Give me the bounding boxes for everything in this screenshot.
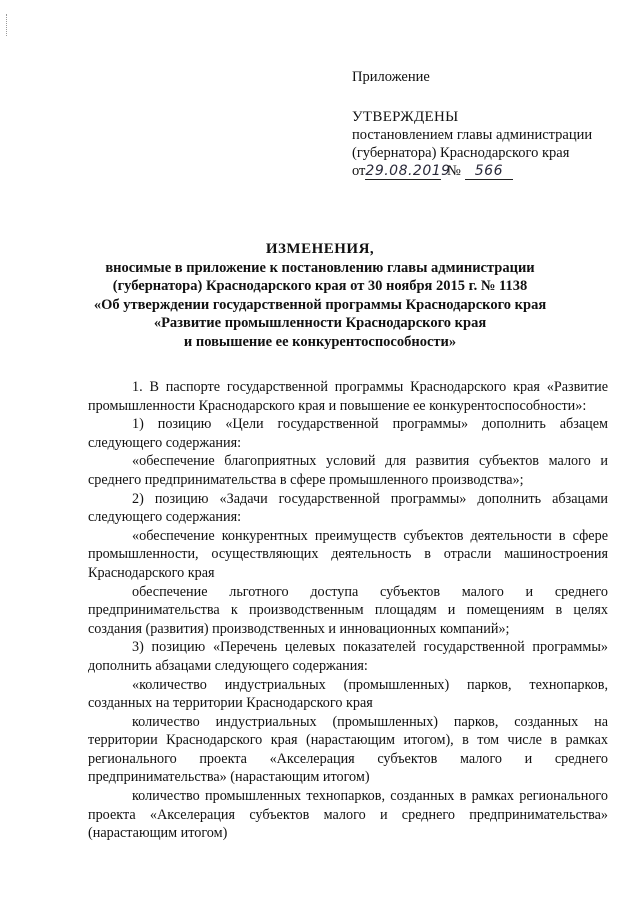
paragraph: количество промышленных технопарков, созданных в рамках регионального проекта «Акселерация субъектов малого и среднего предпринимательства» (нарастающим итогом) bbox=[88, 788, 608, 842]
scan-margin-mark bbox=[6, 14, 8, 36]
paragraph: количество индустриальных (промышленных) парков, созданных на территории Краснодарского края (нарастающим итогом), в том числе в рамках регионального проекта «Акселерация субъектов малого и среднего предпринимательства» (нарастающим итогом) bbox=[88, 713, 608, 786]
title-line-3: «Об утверждении государственной программы Краснодарского края bbox=[93, 296, 547, 313]
approved-by-line-2: (губернатора) Краснодарского края bbox=[352, 145, 570, 161]
annex-label: Приложение bbox=[352, 69, 430, 85]
approved-label: УТВЕРЖДЕНЫ bbox=[352, 109, 459, 125]
date-number-line bbox=[352, 162, 612, 180]
document-title bbox=[40, 240, 600, 351]
document-body bbox=[88, 378, 608, 843]
number-prefix: № bbox=[447, 163, 461, 179]
date-prefix: от bbox=[352, 163, 366, 179]
paragraph: 3) позицию «Перечень целевых показателей государственной программы» дополнить абзацами следующего содержания: bbox=[88, 639, 608, 674]
paragraph: 1) позицию «Цели государственной программы» дополнить абзацем следующего содержания: bbox=[88, 416, 608, 451]
title-line-4: «Развитие промышленности Краснодарского края bbox=[153, 315, 487, 331]
title-line-5: и повышение ее конкурентоспособности» bbox=[183, 333, 457, 350]
paragraph: «количество индустриальных (промышленных) парков, технопарков, созданных на территории Краснодарского края bbox=[88, 676, 608, 712]
handwritten-date: 29.08.2019 bbox=[365, 163, 451, 179]
title-heading: ИЗМЕНЕНИЯ, bbox=[265, 241, 375, 257]
paragraph: «обеспечение конкурентных преимуществ субъектов деятельности в сфере промышленности, осуществляющих деятельность в отрасли машиностроения Краснодарского края bbox=[88, 527, 608, 581]
paragraph: «обеспечение благоприятных условий для развития субъектов малого и среднего предпринимательства в сфере промышленного производства»; bbox=[88, 453, 608, 488]
approved-by-line-1: постановлением главы администрации bbox=[352, 127, 593, 143]
handwritten-number: 566 bbox=[465, 163, 513, 180]
paragraph: 1. В паспорте государственной программы Краснодарского края «Развитие промышленности Краснодарского края и повышение ее конкурентоспособности»: bbox=[88, 379, 608, 414]
approval-stamp-block bbox=[352, 68, 612, 180]
paragraph: 2) позицию «Задачи государственной программы» дополнить абзацами следующего содержания: bbox=[88, 490, 608, 526]
title-line-1: вносимые в приложение к постановлению главы администрации bbox=[105, 259, 535, 276]
title-line-2: (губернатора) Краснодарского края от 30 ноября 2015 г. № 1138 bbox=[112, 278, 528, 294]
paragraph: обеспечение льготного доступа субъектов малого и среднего предпринимательства к производственным площадям и помещениям в целях создания (развития) производственных и инновационных компаний»; bbox=[88, 583, 608, 637]
